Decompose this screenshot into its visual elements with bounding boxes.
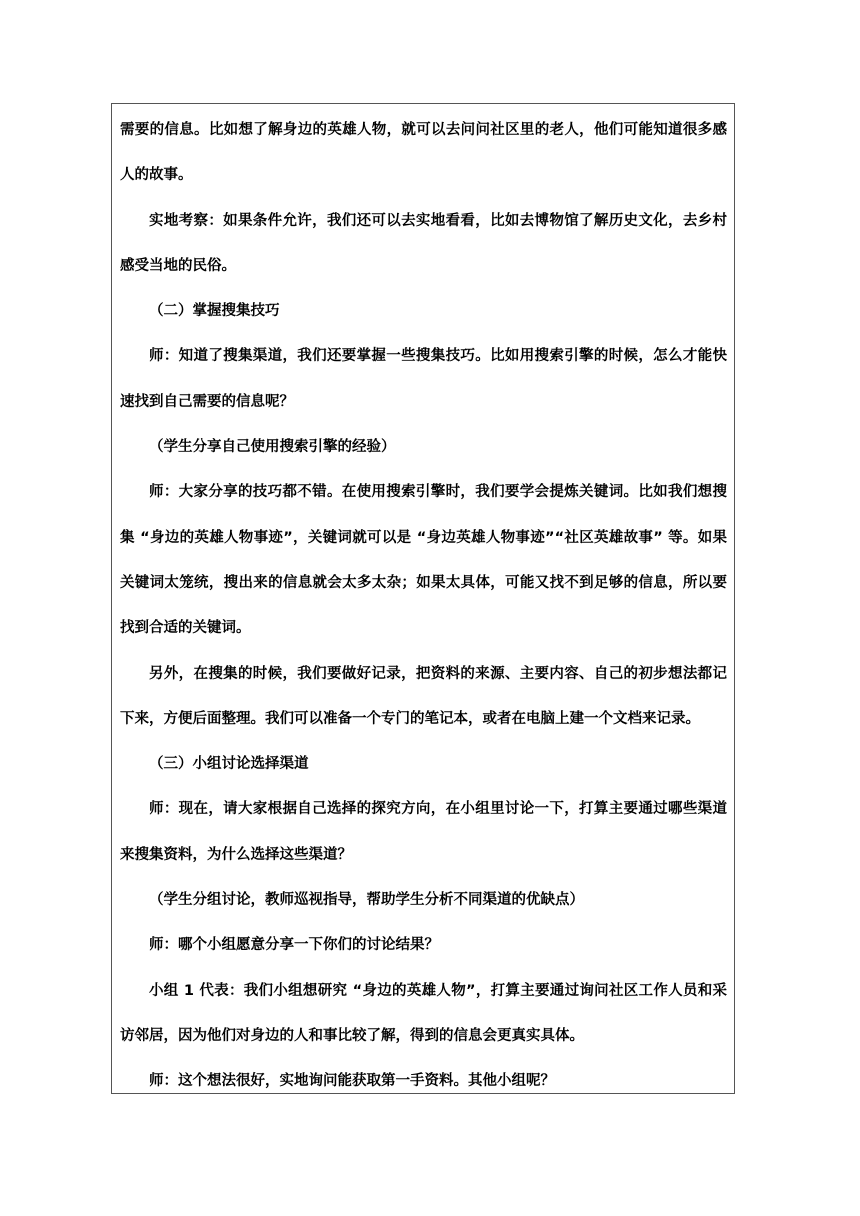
section-heading-3: （三）小组讨论选择渠道 [149,756,309,773]
paragraph-4: 师：知道了搜集渠道，我们还要掌握一些搜集技巧。比如用搜索引擎的时候，怎么才能快速找到自己需要的信息呢？ [120,348,727,410]
paragraph-9: 师：现在，请大家根据自己选择的探究方向，在小组里讨论一下，打算主要通过哪些渠道来搜集资料，为什么选择这些渠道？ [120,801,727,863]
paragraph-10: （学生分组讨论，教师巡视指导，帮助学生分析不同渠道的优缺点） [149,892,584,909]
section-heading-2: （二）掌握搜集技巧 [149,303,280,320]
paragraph-6: 师：大家分享的技巧都不错。在使用搜索引擎时，我们要学会提炼关键词。比如我们想搜集 “身边的英雄人物事迹”，关键词就可以是 “身边英雄人物事迹”“社区英雄故事” 等。如果关键词太笼统，搜出来的信息就会太多太杂；如果太具体，可能又找不到足够的信息，所以要找到合适的关键词。 [120,484,727,637]
paragraph-2: 实地考察：如果条件允许，我们还可以去实地看看，比如去博物馆了解历史文化，去乡村感受当地的民俗。 [120,212,727,274]
paragraph-1: 需要的信息。比如想了解身边的英雄人物，就可以去问问社区里的老人，他们可能知道很多感人的故事。 [120,122,727,184]
lesson-plan-text [120,108,727,1105]
paragraph-11: 师：哪个小组愿意分享一下你们的讨论结果？ [149,937,439,954]
paragraph-5: （学生分享自己使用搜索引擎的经验） [149,439,396,456]
paragraph-7: 另外，在搜集的时候，我们要做好记录，把资料的来源、主要内容、自己的初步想法都记下来，方便后面整理。我们可以准备一个专门的笔记本，或者在电脑上建一个文档来记录。 [120,665,727,727]
paragraph-12: 小组 1 代表：我们小组想研究 “身边的英雄人物”，打算主要通过询问社区工作人员和采访邻居，因为他们对身边的人和事比较了解，得到的信息会更真实具体。 [120,982,727,1044]
paragraph-13: 师：这个想法很好，实地询问能获取第一手资料。其他小组呢？ [149,1073,555,1090]
